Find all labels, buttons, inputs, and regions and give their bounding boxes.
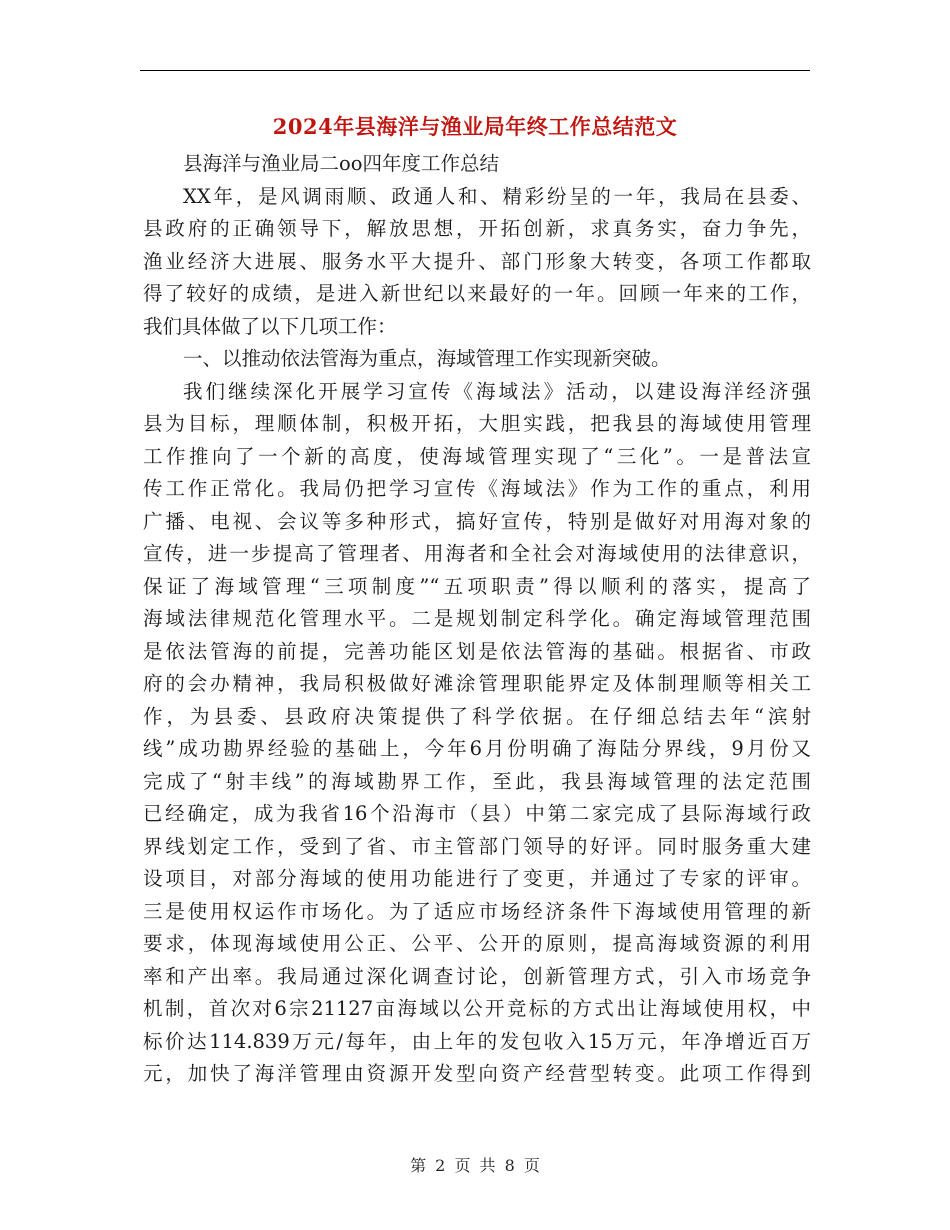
body-line: 一、以推动依法管海为重点，海域管理工作实现新突破。 <box>183 347 671 370</box>
body-line: 广播、电视、会议等多种形式，搞好宣传，特别是做好对用海对象的 <box>143 509 811 533</box>
body-line: 渔业经济大进展、服务水平大提升、部门形象大转变，各项工作都取 <box>143 249 811 273</box>
body-line: 完成了“射丰线”的海域勘界工作，至此，我县海域管理的法定范围 <box>143 769 811 793</box>
body-line: 界线划定工作，受到了省、市主管部门领导的好评。同时服务重大建 <box>143 834 811 858</box>
body-line: 府的会办精神，我局积极做好滩涂管理职能界定及体制理顺等相关工 <box>143 672 811 695</box>
body-line: 县海洋与渔业局二oo四年度工作总结 <box>183 152 499 175</box>
body-line: 线”成功勘界经验的基础上，今年6月份明确了海陆分界线，9月份又 <box>143 737 811 760</box>
body-line: 宣传，进一步提高了管理者、用海者和全社会对海域使用的法律意识， <box>143 542 811 565</box>
body-line: 机制，首次对6宗21127亩海域以公开竞标的方式出让海域使用权，中 <box>143 997 811 1020</box>
body-line: 我们继续深化开展学习宣传《海域法》活动，以建设海洋经济强 <box>183 379 811 403</box>
document-body <box>143 148 811 1091</box>
body-line: 海域法律规范化管理水平。二是规划制定科学化。确定海域管理范围 <box>143 607 811 630</box>
body-line: 三是使用权运作市场化。为了适应市场经济条件下海域使用管理的新 <box>143 899 811 923</box>
header-rule <box>140 70 810 71</box>
body-line: 我们具体做了以下几项工作： <box>143 314 397 338</box>
body-line: 元，加快了海洋管理由资源开发型向资产经营型转变。此项工作得到 <box>143 1062 811 1085</box>
body-line: 县政府的正确领导下，解放思想，开拓创新，求真务实，奋力争先， <box>143 217 811 240</box>
body-line: 传工作正常化。我局仍把学习宣传《海域法》作为工作的重点，利用 <box>143 477 811 500</box>
body-line: XX年，是风调雨顺、政通人和、精彩纷呈的一年，我局在县委、 <box>183 184 811 208</box>
body-line: 县为目标，理顺体制，积极开拓，大胆实践，把我县的海域使用管理 <box>143 412 811 435</box>
body-line: 要求，体现海域使用公正、公平、公开的原则，提高海域资源的利用 <box>143 932 811 955</box>
body-line: 工作推向了一个新的高度，使海域管理实现了“三化”。一是普法宣 <box>143 444 811 468</box>
document-title: 2024年县海洋与渔业局年终工作总结范文 <box>272 114 678 139</box>
body-line: 设项目，对部分海域的使用功能进行了变更，并通过了专家的评审。 <box>143 867 811 890</box>
body-line: 标价达114.839万元/每年，由上年的发包收入15万元，年净增近百万 <box>143 1029 811 1053</box>
page-number: 第 2 页 共 8 页 <box>410 1156 540 1175</box>
body-line: 作，为县委、县政府决策提供了科学依据。在仔细总结去年“滨射 <box>143 704 811 728</box>
body-line: 率和产出率。我局通过深化调查讨论，创新管理方式，引入市场竞争 <box>143 964 811 988</box>
body-line: 保证了海域管理“三项制度”“五项职责”得以顺利的落实，提高了 <box>143 574 811 598</box>
body-line: 得了较好的成绩，是进入新世纪以来最好的一年。回顾一年来的工作， <box>143 282 811 305</box>
body-line: 已经确定，成为我省16个沿海市（县）中第二家完成了县际海域行政 <box>143 802 811 825</box>
body-line: 是依法管海的前提，完善功能区划是依法管海的基础。根据省、市政 <box>143 639 811 663</box>
